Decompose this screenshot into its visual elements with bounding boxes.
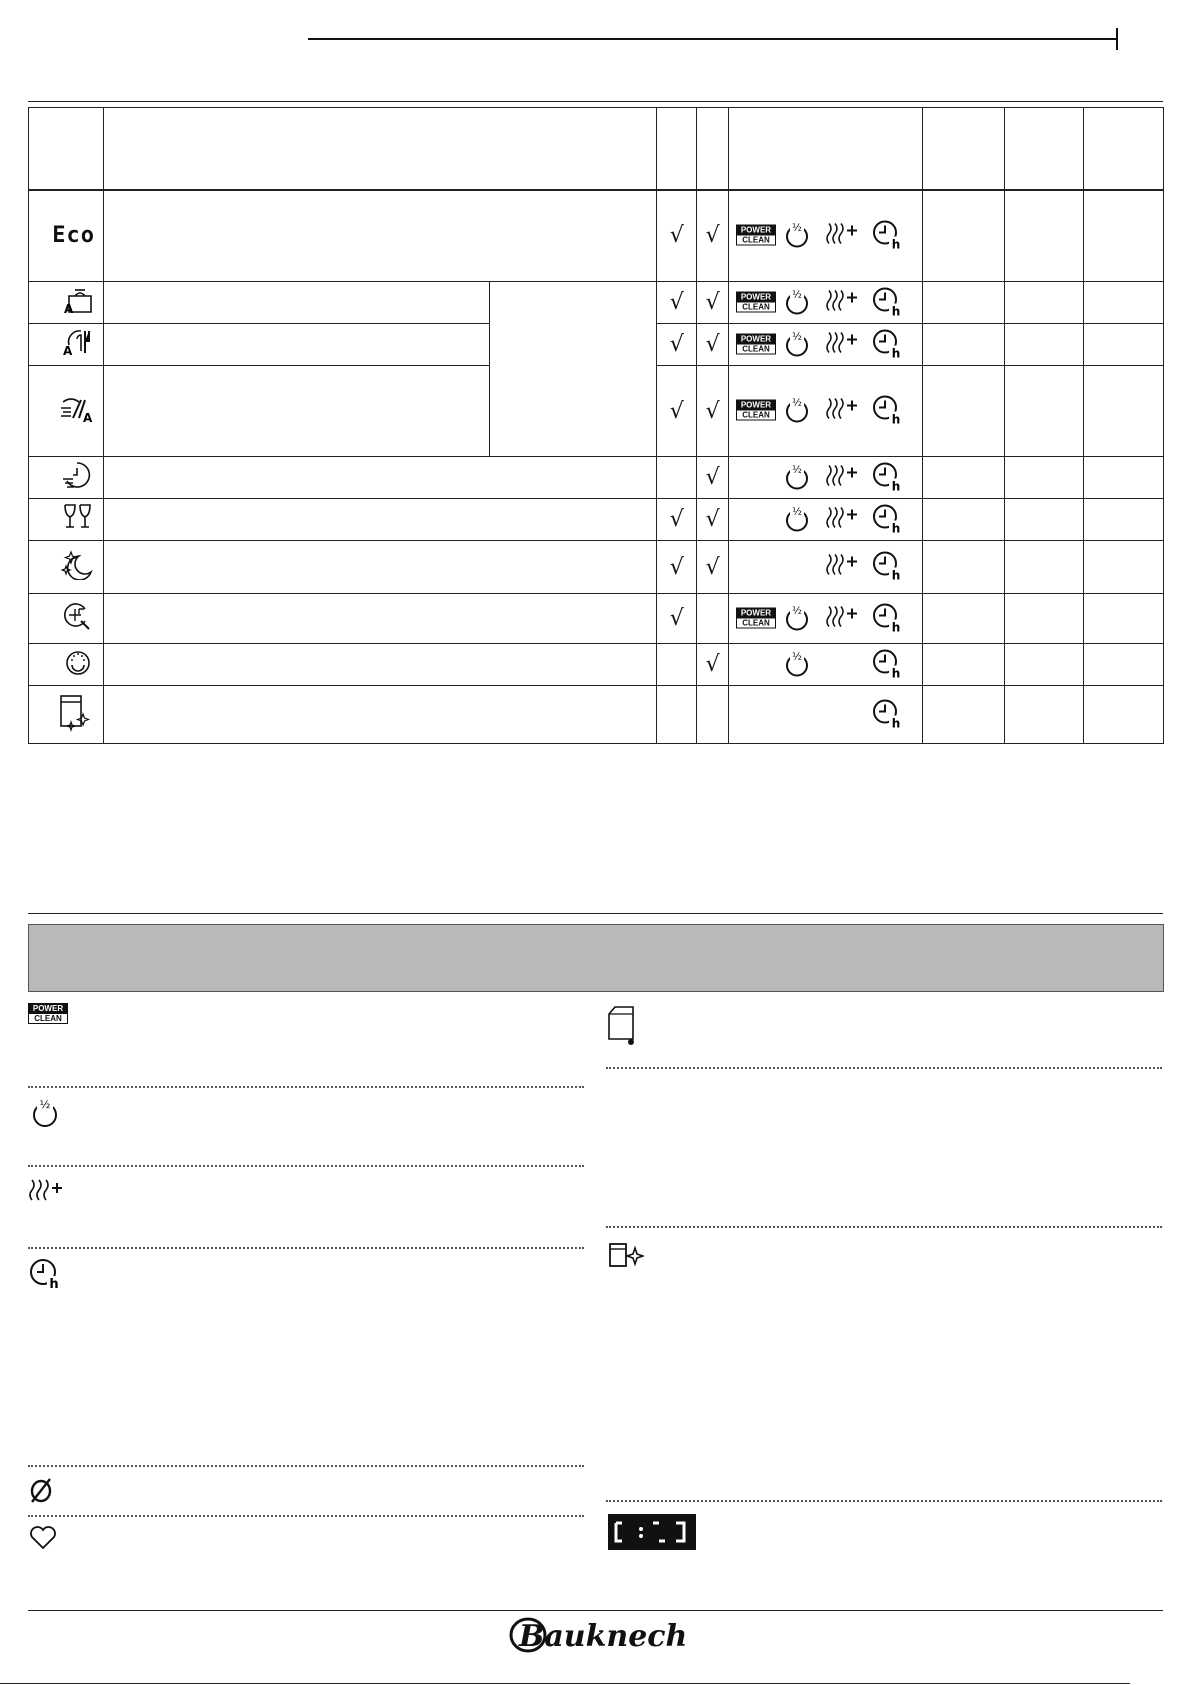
svg-text:½: ½ (792, 651, 802, 662)
options-cell (728, 686, 922, 744)
value-cell (1004, 457, 1083, 499)
programme-description (103, 686, 656, 744)
delay-icon (871, 646, 903, 678)
availability-check: √ (657, 594, 697, 644)
header-cell (728, 108, 922, 190)
value-cell (1004, 366, 1083, 457)
value-cell (1083, 282, 1163, 324)
svg-text:A: A (63, 302, 74, 314)
heart-icon (28, 1525, 58, 1551)
programme-description (103, 282, 489, 324)
programme-icon-cell (29, 594, 104, 644)
eco-icon: Eco (52, 223, 95, 249)
extra-dry-icon (825, 329, 861, 355)
half-load-icon (782, 217, 812, 249)
svg-text:A: A (62, 344, 73, 357)
not-available-icon (28, 1476, 54, 1504)
value-cell (1004, 324, 1083, 366)
auto-programme-note (490, 282, 657, 457)
programme-description (103, 644, 656, 686)
svg-text:h: h (891, 666, 901, 678)
quick-wash-icon (61, 477, 95, 494)
value-cell (1004, 594, 1083, 644)
svg-text:h: h (49, 1277, 59, 1290)
value-cell (1083, 686, 1163, 744)
programme-description (103, 190, 656, 282)
intensive-icon (61, 618, 95, 635)
programme-description (103, 541, 656, 594)
power-clean-icon: POWER CLEAN (736, 224, 776, 245)
options-header-bar (28, 924, 1164, 992)
extra-dry-icon (28, 1176, 68, 1204)
svg-text:½: ½ (792, 331, 802, 342)
programme-icon-cell (29, 499, 104, 541)
svg-text:Bauknecht: Bauknecht (519, 1619, 685, 1654)
delay-icon (871, 459, 903, 491)
value-cell (923, 644, 1004, 686)
value-cell (1083, 457, 1163, 499)
options-cell (728, 366, 922, 457)
availability-check: √ (697, 190, 729, 282)
value-cell (1083, 499, 1163, 541)
programme-description (103, 457, 656, 499)
value-cell (923, 686, 1004, 744)
section-rule-mid (28, 913, 1163, 914)
header-cell (657, 108, 697, 190)
svg-text:A: A (82, 410, 93, 424)
half-load-icon (782, 600, 812, 632)
delay-icon (871, 549, 903, 581)
divider (28, 1086, 584, 1088)
table-row (29, 541, 1164, 594)
header-cell (103, 108, 656, 190)
svg-text:h: h (891, 716, 901, 728)
extra-dry-icon (825, 552, 861, 578)
programme-icon-cell (29, 644, 104, 686)
divider (606, 1067, 1162, 1069)
table-row (29, 190, 1164, 282)
glasses-auto-icon (57, 411, 95, 428)
value-cell (1083, 541, 1163, 594)
programme-table (28, 107, 1164, 744)
table-row (29, 594, 1164, 644)
delay-icon (28, 1256, 62, 1290)
half-load-icon (28, 1094, 62, 1128)
extra-dry-icon (825, 504, 861, 530)
divider (28, 1465, 584, 1467)
self-clean-icon (608, 1240, 644, 1270)
half-load-icon (782, 326, 812, 358)
header-tick (1116, 28, 1118, 50)
options-cell (728, 644, 922, 686)
display-icon (608, 1514, 696, 1550)
half-load-icon (782, 284, 812, 316)
half-load-icon (782, 501, 812, 533)
extra-dry-icon (825, 462, 861, 488)
programme-icon-cell (29, 366, 104, 457)
header-cell (29, 108, 104, 190)
power-clean-icon: POWER CLEAN (28, 1003, 68, 1024)
value-cell (1004, 686, 1083, 744)
header-cell (1083, 108, 1163, 190)
legend-half-load (28, 1094, 62, 1133)
delay-icon (871, 696, 903, 728)
programme-description (103, 594, 656, 644)
value-cell (923, 457, 1004, 499)
svg-text:h: h (891, 304, 901, 316)
value-cell (923, 541, 1004, 594)
svg-text:½: ½ (792, 397, 802, 409)
table-header-row (29, 108, 1164, 190)
night-icon (61, 567, 95, 584)
divider (28, 1515, 584, 1517)
dishes-auto-icon (61, 344, 95, 361)
value-cell (1004, 282, 1083, 324)
extra-dry-icon (825, 396, 861, 422)
legend-power-clean (28, 1003, 68, 1026)
delay-icon (871, 326, 903, 358)
availability-check: √ (697, 644, 729, 686)
availability-check: √ (657, 282, 697, 324)
extra-dry-icon (825, 287, 861, 313)
half-load-icon (782, 393, 812, 425)
value-cell (923, 499, 1004, 541)
availability-check: √ (697, 457, 729, 499)
table-row (29, 499, 1164, 541)
programme-icon-cell (29, 541, 104, 594)
programme-description (103, 366, 489, 457)
options-cell (728, 457, 922, 499)
table-row (29, 644, 1164, 686)
power-clean-icon: POWER CLEAN (736, 607, 776, 628)
legend-delay (28, 1256, 62, 1295)
divider (606, 1226, 1162, 1228)
table-row (29, 457, 1164, 499)
options-cell (728, 541, 922, 594)
availability-check: √ (657, 324, 697, 366)
value-cell (923, 190, 1004, 282)
delay-icon (871, 393, 903, 425)
rinse-icon (61, 664, 95, 681)
delay-icon (871, 600, 903, 632)
svg-text:h: h (891, 521, 901, 533)
value-cell (1004, 644, 1083, 686)
pot-auto-icon (61, 301, 95, 318)
options-cell (728, 594, 922, 644)
legend-extra-dry (28, 1176, 68, 1209)
value-cell (923, 594, 1004, 644)
svg-text:h: h (891, 346, 901, 358)
divider (28, 1165, 584, 1167)
value-cell (1083, 594, 1163, 644)
svg-text:h: h (891, 237, 901, 250)
svg-text:½: ½ (792, 506, 802, 517)
table-row (29, 282, 1164, 324)
svg-text:½: ½ (39, 1098, 51, 1111)
availability-check: √ (697, 541, 729, 594)
availability-check: √ (697, 324, 729, 366)
svg-text:h: h (891, 412, 901, 425)
availability-check (657, 644, 697, 686)
svg-text:h: h (891, 620, 901, 632)
self-clean-icon (57, 719, 95, 736)
delay-icon (871, 501, 903, 533)
delay-icon (871, 284, 903, 316)
power-clean-icon: POWER CLEAN (736, 400, 776, 421)
availability-check: √ (657, 499, 697, 541)
programme-icon-cell (29, 457, 104, 499)
bottom-rule (0, 1683, 1130, 1684)
value-cell (1004, 190, 1083, 282)
availability-check: √ (697, 282, 729, 324)
svg-text:½: ½ (792, 222, 802, 234)
value-cell (923, 324, 1004, 366)
availability-check (697, 594, 729, 644)
programme-icon-cell (29, 282, 104, 324)
header-rule (308, 38, 1118, 40)
wine-glasses-icon (61, 519, 95, 536)
half-load-icon (782, 646, 812, 678)
extra-dry-icon (825, 603, 861, 629)
availability-check: √ (657, 366, 697, 457)
svg-text:½: ½ (792, 605, 802, 616)
divider (606, 1500, 1162, 1502)
legend-favourite (28, 1525, 58, 1556)
availability-check: √ (657, 541, 697, 594)
header-cell (1004, 108, 1083, 190)
availability-check: √ (697, 366, 729, 457)
header-cell (697, 108, 729, 190)
divider (28, 1247, 584, 1249)
availability-check (657, 457, 697, 499)
brand-logo (505, 1610, 685, 1656)
power-clean-icon: POWER CLEAN (736, 291, 776, 312)
svg-text:½: ½ (792, 464, 802, 475)
availability-check (657, 686, 697, 744)
header-cell (923, 108, 1004, 190)
value-cell (1083, 190, 1163, 282)
delay-icon (871, 217, 903, 249)
programme-icon-cell (29, 324, 104, 366)
programme-icon-cell (29, 686, 104, 744)
availability-check (697, 686, 729, 744)
value-cell (1004, 499, 1083, 541)
value-cell (923, 366, 1004, 457)
legend-no-option (28, 1476, 54, 1509)
extra-dry-icon (825, 220, 861, 246)
availability-check: √ (697, 499, 729, 541)
legend-self-clean (608, 1240, 644, 1275)
value-cell (1004, 541, 1083, 594)
half-load-icon (782, 459, 812, 491)
value-cell (1083, 366, 1163, 457)
programme-description (103, 499, 656, 541)
programme-icon-cell (29, 190, 104, 282)
options-cell (728, 499, 922, 541)
options-cell (728, 190, 922, 282)
availability-check: √ (657, 190, 697, 282)
svg-text:h: h (891, 568, 901, 581)
section-rule-top (28, 101, 1163, 102)
value-cell (1083, 324, 1163, 366)
value-cell (923, 282, 1004, 324)
programme-description (103, 324, 489, 366)
svg-text:½: ½ (792, 289, 802, 300)
power-clean-icon: POWER CLEAN (736, 333, 776, 354)
legend-dishwasher (606, 1004, 636, 1051)
value-cell (1083, 644, 1163, 686)
options-cell (728, 324, 922, 366)
dishwasher-icon (606, 1004, 636, 1046)
svg-text:h: h (891, 479, 901, 491)
options-cell (728, 282, 922, 324)
table-row (29, 686, 1164, 744)
